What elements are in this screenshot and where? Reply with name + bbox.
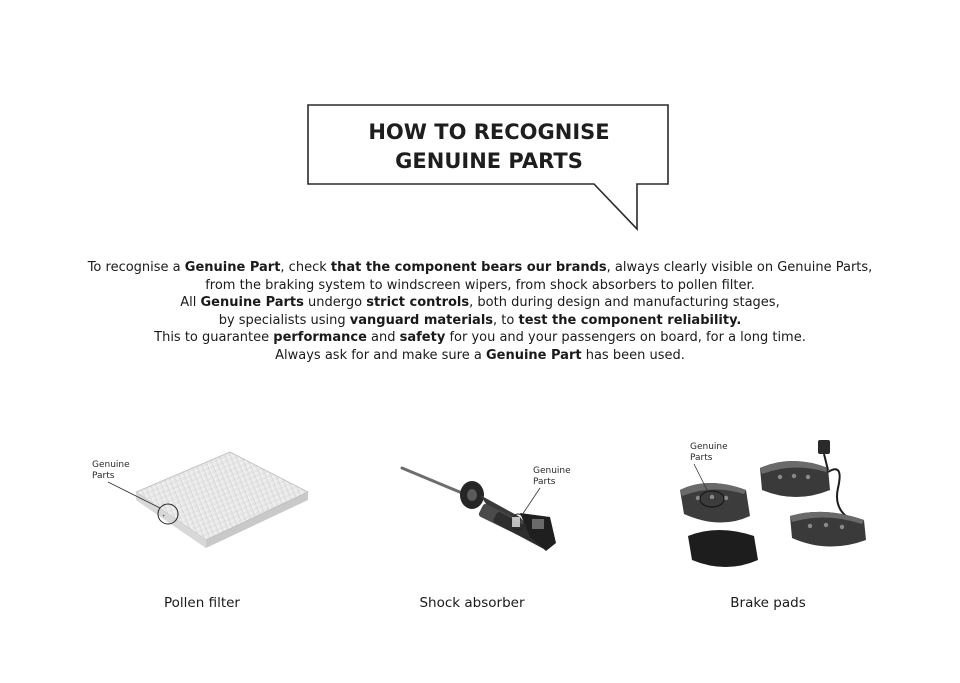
page-title [310,118,668,176]
emphasis: strict controls [366,295,470,311]
intro-paragraph [60,259,900,365]
emphasis: Genuine Parts [200,295,304,311]
pollen-filter-image [80,430,320,570]
emphasis: Genuine Part [485,347,582,363]
text: , both during design and manufacturing stages, [469,295,780,311]
genuine-parts-label-filter [92,460,130,482]
emphasis: test the component reliability. [518,312,742,328]
text: Always ask for and make sure a [275,347,486,363]
label-line: Genuine [92,460,130,470]
intro-line-2: from the braking system to windscreen wipers, from shock absorbers to pollen filter. [205,277,755,293]
genuine-parts-label-shock [533,466,571,488]
label-line: Parts [690,453,713,463]
caption-brake-pads: Brake pads [730,595,806,611]
emphasis: performance [273,330,367,346]
text: All [180,295,201,311]
text: This to guarantee [154,330,274,346]
text: , always clearly visible on Genuine Parts, [606,260,873,275]
intro-line-1 [60,259,900,277]
svg-text:✦: ✦ [162,513,166,518]
text: , check [280,260,331,275]
text: To recognise a [87,260,185,275]
label-line: Parts [533,477,556,487]
text: and [366,330,400,346]
text: , to [493,312,519,328]
text: for you and your passengers on board, for a long time. [445,330,806,346]
text: by specialists using [218,312,350,328]
label-line: Parts [92,471,115,481]
genuine-parts-label-brakes [690,442,728,464]
emphasis: vanguard materials [349,312,494,328]
label-line: Genuine [533,466,571,476]
intro-line-5 [60,329,900,347]
text: undergo [303,295,367,311]
caption-pollen-filter: Pollen filter [164,595,240,611]
title-line-1: HOW TO RECOGNISE [368,120,610,144]
emphasis: that the component bears our brands [330,260,607,275]
intro-line-6 [60,347,900,365]
title-line-2: GENUINE PARTS [395,149,583,173]
text: has been used. [581,347,685,363]
intro-line-4 [60,312,900,330]
label-line: Genuine [690,442,728,452]
emphasis: safety [399,330,446,346]
emphasis: Genuine Part [184,260,281,275]
intro-line-3 [60,294,900,312]
caption-shock-absorber: Shock absorber [419,595,525,611]
